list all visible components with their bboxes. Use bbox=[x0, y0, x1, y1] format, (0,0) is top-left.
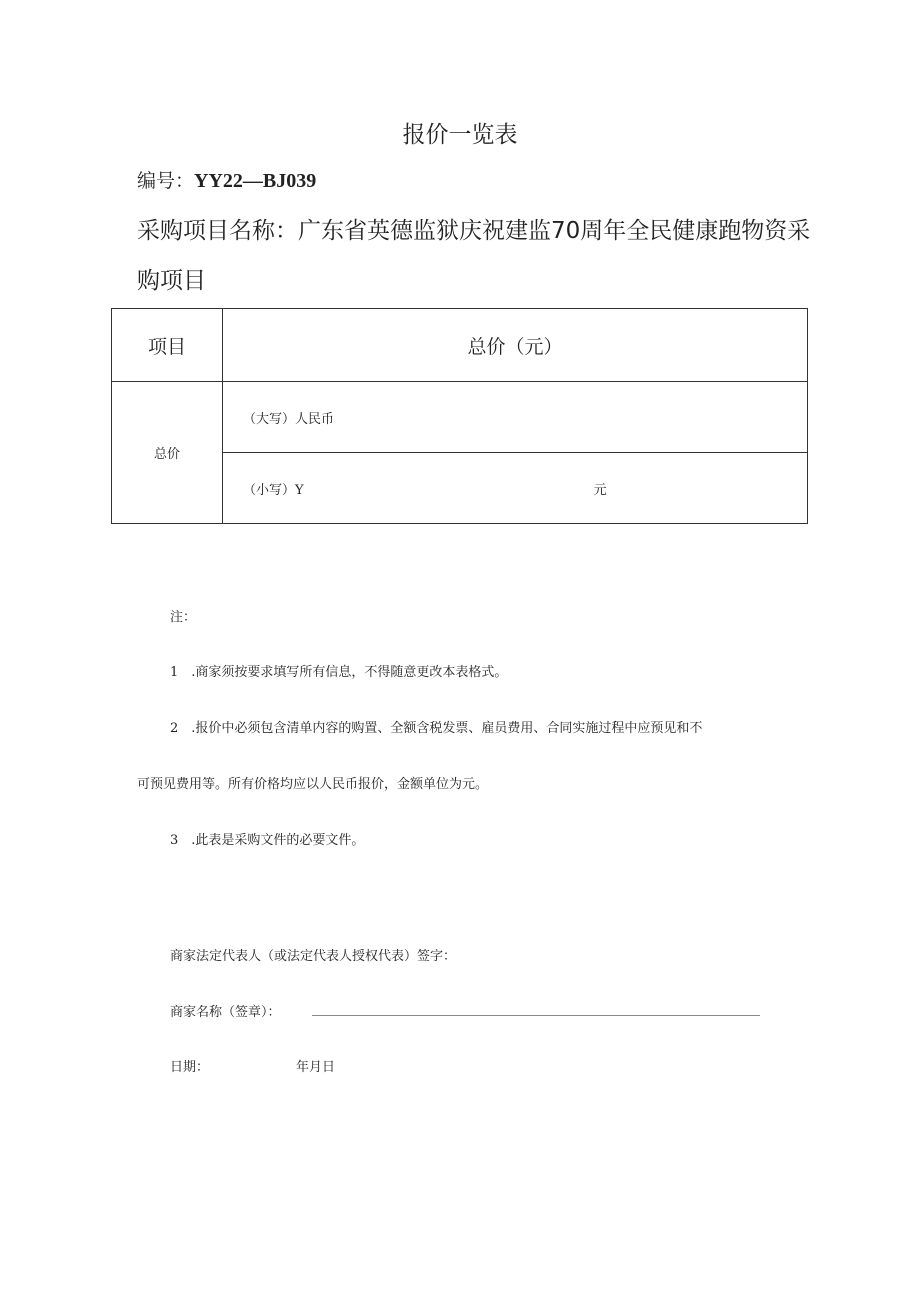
date-label: 日期： bbox=[170, 1060, 210, 1075]
project-name bbox=[137, 206, 817, 306]
date-fields: 年月日 bbox=[296, 1060, 336, 1075]
notes-heading: 注： bbox=[170, 610, 197, 625]
document-number bbox=[137, 166, 316, 193]
number-value: YY22—BJ039 bbox=[194, 170, 317, 192]
row-label-total: 总价 bbox=[112, 382, 223, 524]
table-row bbox=[112, 382, 808, 453]
note-item: 3 .此表是采购文件的必要文件。 bbox=[170, 833, 365, 848]
lowercase-amount-field[interactable] bbox=[223, 453, 808, 524]
rep-signature-label: 商家法定代表人（或法定代表人授权代表）签字： bbox=[170, 949, 457, 964]
company-name-label: 商家名称（签章）： bbox=[170, 1005, 281, 1020]
header-total: 总价（元） bbox=[223, 309, 808, 382]
lowercase-unit: 元 bbox=[593, 482, 607, 498]
number-label: 编号： bbox=[137, 170, 195, 192]
header-item: 项目 bbox=[112, 309, 223, 382]
uppercase-label: （大写）人民币 bbox=[243, 411, 335, 427]
note-item: 可预见费用等。所有价格均应以人民币报价，金额单位为元。 bbox=[137, 777, 489, 792]
project-label: 采购项目名称： bbox=[137, 218, 298, 244]
company-name-line[interactable] bbox=[312, 1015, 760, 1016]
page-title: 报价一览表 bbox=[402, 122, 518, 148]
note-item: 2 .报价中必须包含清单内容的购置、全额含税发票、雇员费用、合同实施过程中应预见和不 bbox=[170, 721, 703, 736]
uppercase-amount-field[interactable] bbox=[223, 382, 808, 453]
project-value: 广东省英德监狱庆祝建监70周年全民健康跑物资采购项目 bbox=[137, 218, 811, 294]
note-item: 1 .商家须按要求填写所有信息，不得随意更改本表格式。 bbox=[170, 665, 508, 680]
table-header-row bbox=[112, 309, 808, 382]
quote-table bbox=[111, 308, 808, 524]
lowercase-label: （小写）Y bbox=[243, 482, 304, 498]
